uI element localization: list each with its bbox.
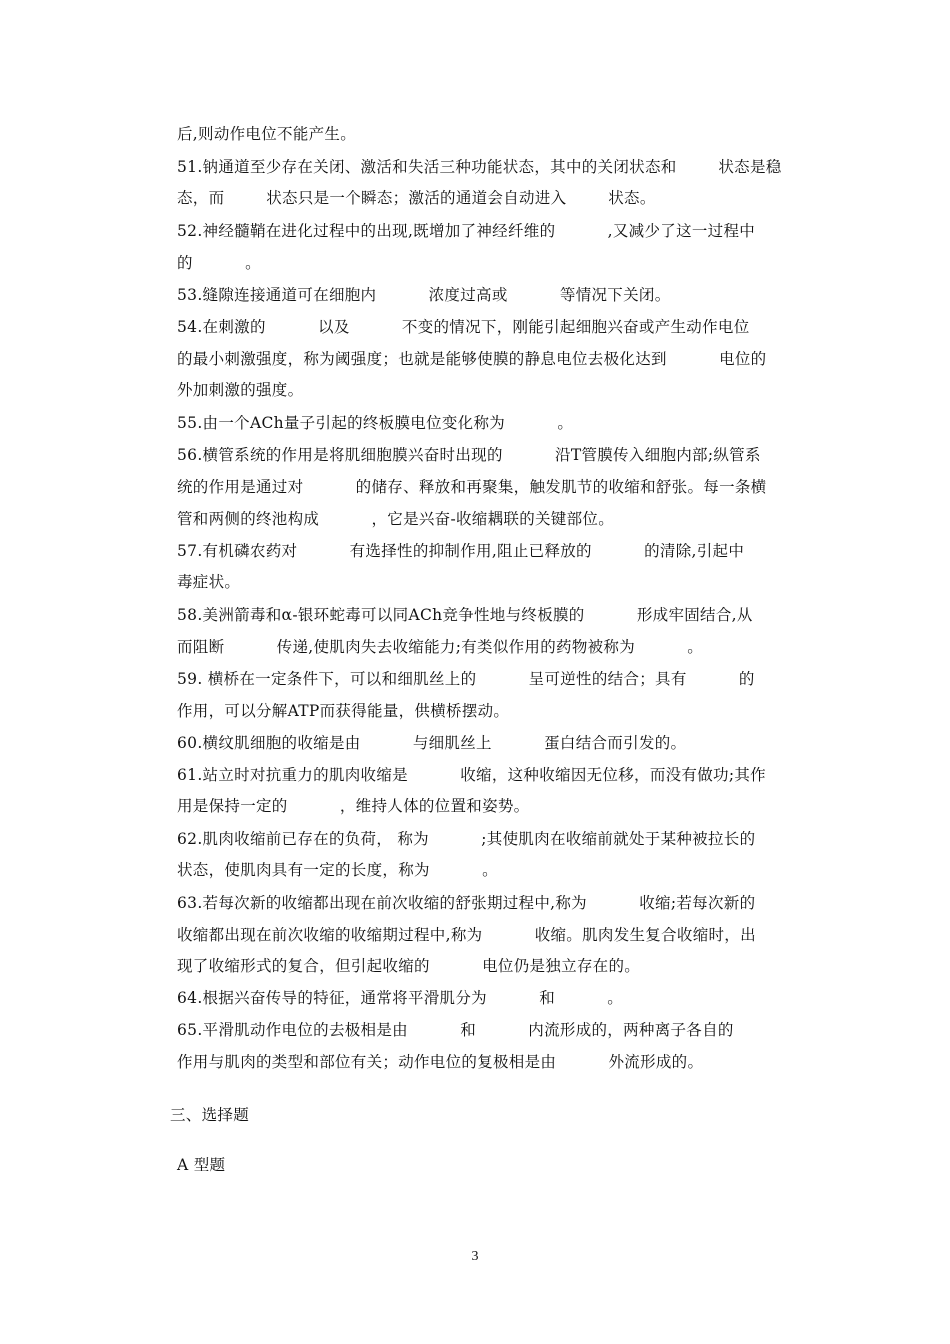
section-title: 三、选择题 [170,1106,250,1124]
text-line: 56.横管系统的作用是将肌细胞膜兴奋时出现的 沿T管膜传入细胞内部;纵管系 [177,446,761,464]
text-line: 64.根据兴奋传导的特征，通常将平滑肌分为 和 。 [177,989,624,1007]
text-line: 作用，可以分解ATP而获得能量，供横桥摆动。 [177,702,510,720]
text-line: 59. 横桥在一定条件下，可以和细肌丝上的 呈可逆性的结合；具有 的 [177,670,755,688]
text-line: 作用与肌肉的类型和部位有关；动作电位的复极相是由 外流形成的。 [177,1053,704,1071]
text-line: 管和两侧的终池构成 ，它是兴奋-收缩耦联的关键部位。 [177,510,615,528]
text-line: 收缩都出现在前次收缩的收缩期过程中,称为 收缩。肌肉发生复合收缩时，出 [177,926,756,944]
text-line: 现了收缩形式的复合，但引起收缩的 电位仍是独立存在的。 [177,957,641,975]
text-line: 60.横纹肌细胞的收缩是由 与细肌丝上 蛋白结合而引发的。 [177,734,687,752]
text-line: 57.有机磷农药对 有选择性的抑制作用,阻止已释放的 的清除,引起中 [177,542,745,560]
text-line: 的 。 [177,254,261,272]
text-line: 51.钠通道至少存在关闭、激活和失活三种功能状态，其中的关闭状态和 状态是稳 [177,158,782,176]
text-line: 52.神经髓鞘在进化过程中的出现,既增加了神经纤维的 ,又减少了这一过程中 [177,222,756,240]
subsection-title: A 型题 [177,1156,226,1174]
text-line: 65.平滑肌动作电位的去极相是由 和 内流形成的，两种离子各自的 [177,1021,734,1039]
text-line: 54.在刺激的 以及 不变的情况下，刚能引起细胞兴奋或产生动作电位 [177,318,750,336]
text-line: 统的作用是通过对 的储存、释放和再聚集，触发肌节的收缩和舒张。每一条横 [177,478,767,496]
text-line: 后,则动作电位不能产生。 [177,125,357,143]
text-line: 58.美洲箭毒和α-银环蛇毒可以同ACh竞争性地与终板膜的 形成牢固结合,从 [177,606,753,624]
text-line: 61.站立时对抗重力的肌肉收缩是 收缩，这种收缩因无位移，而没有做功;其作 [177,766,766,784]
text-line: 毒症状。 [177,573,241,591]
text-line: 外加刺激的强度。 [177,381,304,399]
text-line: 55.由一个ACh量子引起的终板膜电位变化称为 。 [177,414,574,432]
text-line: 53.缝隙连接通道可在细胞内 浓度过高或 等情况下关闭。 [177,286,671,304]
text-line: 状态，使肌肉具有一定的长度，称为 。 [177,861,498,879]
text-line: 态，而 状态只是一个瞬态；激活的通道会自动进入 状态。 [177,189,656,207]
text-line: 62.肌肉收缩前已存在的负荷， 称为 ;其使肌肉在收缩前就处于某种被拉长的 [177,830,756,848]
text-line: 而阻断 传递,使肌肉失去收缩能力;有类似作用的药物被称为 。 [177,638,704,656]
page-number: 3 [471,1249,479,1264]
text-line: 的最小刺激强度，称为阈强度；也就是能够使膜的静息电位去极化达到 电位的 [177,350,767,368]
text-line: 用是保持一定的 ，维持人体的位置和姿势。 [177,797,530,815]
text-line: 63.若每次新的收缩都出现在前次收缩的舒张期过程中,称为 收缩;若每次新的 [177,894,756,912]
